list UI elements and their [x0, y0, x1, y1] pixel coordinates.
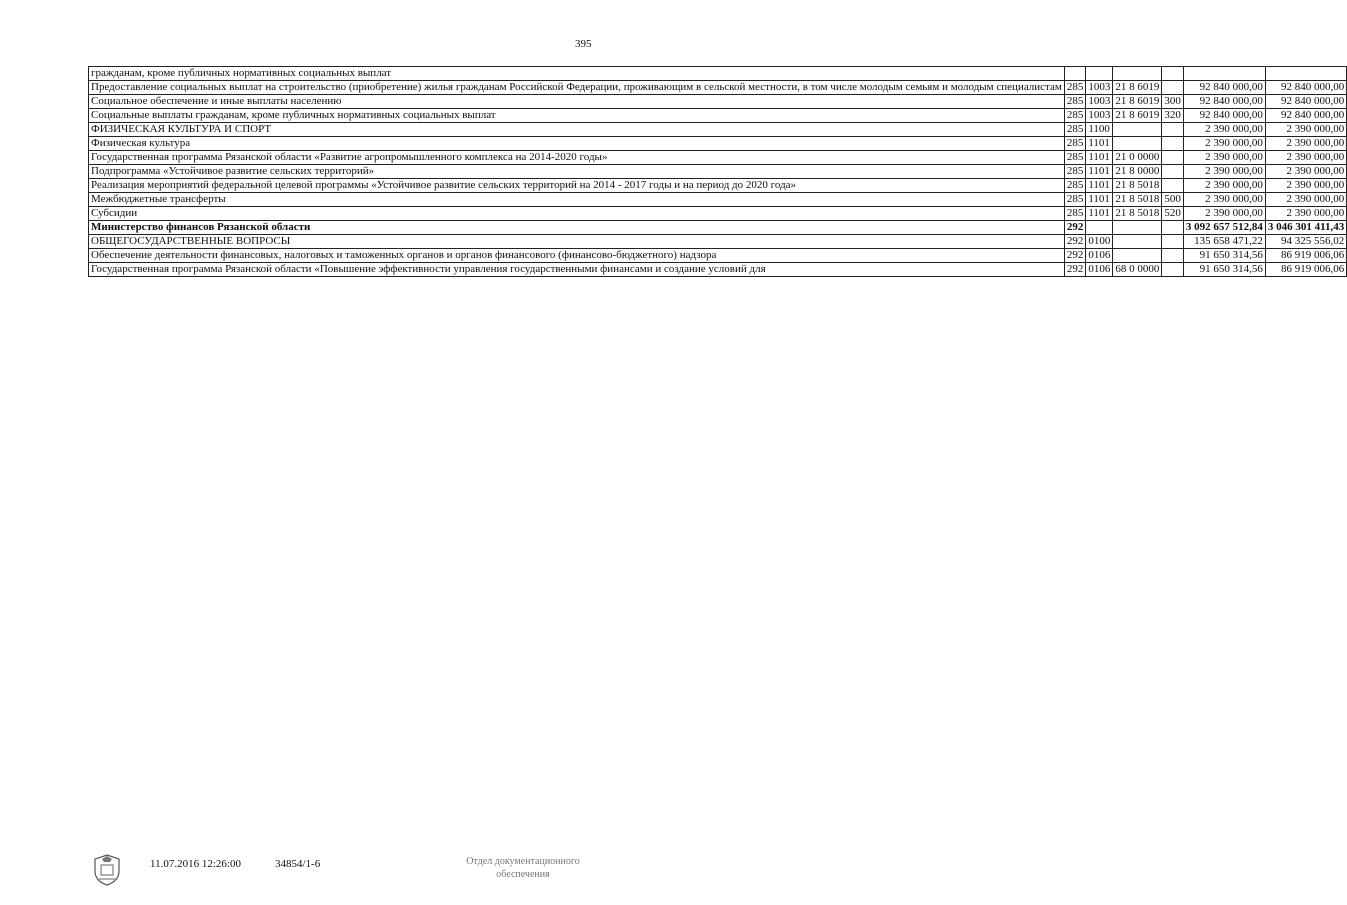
- cell-sum2: 94 325 556,02: [1265, 235, 1346, 249]
- cell-sum2: 2 390 000,00: [1265, 123, 1346, 137]
- cell-ved: 292: [1064, 235, 1086, 249]
- coat-of-arms-icon: [92, 853, 122, 892]
- cell-sum1: 2 390 000,00: [1183, 207, 1265, 221]
- cell-sum1: 2 390 000,00: [1183, 165, 1265, 179]
- cell-vr: 320: [1162, 109, 1184, 123]
- cell-vr: [1162, 137, 1184, 151]
- cell-sum2: 2 390 000,00: [1265, 137, 1346, 151]
- cell-sum1: 135 658 471,22: [1183, 235, 1265, 249]
- cell-ved: 292: [1064, 249, 1086, 263]
- cell-ved: 285: [1064, 137, 1086, 151]
- budget-table-body: [89, 67, 1347, 277]
- cell-cs: [1113, 221, 1162, 235]
- cell-sum2: 86 919 006,06: [1265, 263, 1346, 277]
- cell-ved: 285: [1064, 151, 1086, 165]
- table-row: [89, 235, 1347, 249]
- cell-cs: [1113, 137, 1162, 151]
- cell-sum2: 2 390 000,00: [1265, 165, 1346, 179]
- cell-sum2: 92 840 000,00: [1265, 109, 1346, 123]
- table-row: [89, 193, 1347, 207]
- cell-name: Обеспечение деятельности финансовых, налоговых и таможенных органов и органов финансового (финансово-бюджетного) надзора: [89, 249, 1065, 263]
- cell-cs: [1113, 123, 1162, 137]
- cell-ved: 285: [1064, 179, 1086, 193]
- cell-name: Субсидии: [89, 207, 1065, 221]
- cell-sum1: 2 390 000,00: [1183, 193, 1265, 207]
- cell-sum1: [1183, 67, 1265, 81]
- cell-rz: 1101: [1086, 151, 1113, 165]
- table-row: [89, 221, 1347, 235]
- cell-rz: 1003: [1086, 109, 1113, 123]
- cell-ved: 285: [1064, 81, 1086, 95]
- table-row: [89, 263, 1347, 277]
- cell-rz: [1086, 221, 1113, 235]
- cell-ved: 285: [1064, 123, 1086, 137]
- cell-sum1: 2 390 000,00: [1183, 123, 1265, 137]
- cell-name: Предоставление социальных выплат на строительство (приобретение) жилья гражданам Российской Федерации, проживающим в сельской местности, в том числе молодым семьям и молодым специалистам: [89, 81, 1065, 95]
- cell-sum2: 92 840 000,00: [1265, 95, 1346, 109]
- cell-vr: 520: [1162, 207, 1184, 221]
- cell-sum1: 91 650 314,56: [1183, 249, 1265, 263]
- cell-rz: 1101: [1086, 165, 1113, 179]
- table-row: [89, 123, 1347, 137]
- cell-sum1: 3 092 657 512,84: [1183, 221, 1265, 235]
- cell-rz: 1003: [1086, 95, 1113, 109]
- cell-name: Социальное обеспечение и иные выплаты населению: [89, 95, 1065, 109]
- cell-sum1: 92 840 000,00: [1183, 109, 1265, 123]
- cell-sum1: 2 390 000,00: [1183, 179, 1265, 193]
- cell-sum2: [1265, 67, 1346, 81]
- cell-rz: 0106: [1086, 263, 1113, 277]
- table-row: [89, 207, 1347, 221]
- cell-vr: [1162, 221, 1184, 235]
- footer-datetime: 11.07.2016 12:26:00: [150, 858, 241, 870]
- cell-rz: [1086, 67, 1113, 81]
- cell-sum2: 2 390 000,00: [1265, 151, 1346, 165]
- cell-sum2: 2 390 000,00: [1265, 179, 1346, 193]
- cell-vr: [1162, 81, 1184, 95]
- table-row: [89, 95, 1347, 109]
- cell-vr: [1162, 151, 1184, 165]
- table-row: [89, 109, 1347, 123]
- cell-ved: 285: [1064, 109, 1086, 123]
- cell-name: ОБЩЕГОСУДАРСТВЕННЫЕ ВОПРОСЫ: [89, 235, 1065, 249]
- cell-name: Министерство финансов Рязанской области: [89, 221, 1065, 235]
- cell-name: Физическая культура: [89, 137, 1065, 151]
- cell-sum2: 3 046 301 411,43: [1265, 221, 1346, 235]
- cell-cs: 21 8 6019: [1113, 109, 1162, 123]
- cell-ved: 292: [1064, 263, 1086, 277]
- cell-name: Реализация мероприятий федеральной целевой программы «Устойчивое развитие сельских территорий на 2014 - 2017 годы и на период до 2020 года»: [89, 179, 1065, 193]
- cell-sum1: 91 650 314,56: [1183, 263, 1265, 277]
- cell-rz: 1101: [1086, 137, 1113, 151]
- cell-sum2: 2 390 000,00: [1265, 207, 1346, 221]
- cell-vr: 500: [1162, 193, 1184, 207]
- cell-rz: 1101: [1086, 207, 1113, 221]
- table-row: [89, 179, 1347, 193]
- cell-sum1: 92 840 000,00: [1183, 81, 1265, 95]
- cell-vr: [1162, 235, 1184, 249]
- cell-rz: 0100: [1086, 235, 1113, 249]
- cell-rz: 0106: [1086, 249, 1113, 263]
- cell-vr: [1162, 123, 1184, 137]
- cell-cs: [1113, 67, 1162, 81]
- cell-cs: 21 8 5018: [1113, 207, 1162, 221]
- cell-vr: [1162, 165, 1184, 179]
- cell-ved: [1064, 67, 1086, 81]
- cell-sum2: 2 390 000,00: [1265, 193, 1346, 207]
- table-row: [89, 137, 1347, 151]
- cell-name: ФИЗИЧЕСКАЯ КУЛЬТУРА И СПОРТ: [89, 123, 1065, 137]
- budget-table: [88, 66, 1347, 277]
- cell-cs: 68 0 0000: [1113, 263, 1162, 277]
- cell-rz: 1100: [1086, 123, 1113, 137]
- cell-name: Государственная программа Рязанской области «Повышение эффективности управления государственными финансами и создание условий для: [89, 263, 1065, 277]
- cell-vr: [1162, 249, 1184, 263]
- table-row: [89, 151, 1347, 165]
- cell-name: Государственная программа Рязанской области «Развитие агропромышленного комплекса на 2014-2020 годы»: [89, 151, 1065, 165]
- table-row: [89, 165, 1347, 179]
- page-number: 395: [575, 38, 592, 50]
- footer-stamp: [448, 855, 598, 881]
- cell-sum1: 2 390 000,00: [1183, 137, 1265, 151]
- table-row: [89, 81, 1347, 95]
- cell-cs: 21 8 5018: [1113, 193, 1162, 207]
- cell-cs: [1113, 235, 1162, 249]
- cell-sum1: 92 840 000,00: [1183, 95, 1265, 109]
- cell-vr: 300: [1162, 95, 1184, 109]
- cell-name: Межбюджетные трансферты: [89, 193, 1065, 207]
- table-row: [89, 67, 1347, 81]
- cell-name: Социальные выплаты гражданам, кроме публичных нормативных социальных выплат: [89, 109, 1065, 123]
- cell-vr: [1162, 179, 1184, 193]
- cell-rz: 1003: [1086, 81, 1113, 95]
- cell-ved: 292: [1064, 221, 1086, 235]
- footer-stamp-line2: обеспечения: [496, 869, 550, 880]
- cell-ved: 285: [1064, 193, 1086, 207]
- footer-stamp-line1: Отдел документационного: [466, 856, 580, 867]
- cell-rz: 1101: [1086, 193, 1113, 207]
- cell-cs: 21 8 0000: [1113, 165, 1162, 179]
- cell-sum2: 86 919 006,06: [1265, 249, 1346, 263]
- cell-name: гражданам, кроме публичных нормативных социальных выплат: [89, 67, 1065, 81]
- cell-ved: 285: [1064, 165, 1086, 179]
- cell-ved: 285: [1064, 95, 1086, 109]
- table-row: [89, 249, 1347, 263]
- cell-cs: [1113, 249, 1162, 263]
- cell-cs: 21 8 6019: [1113, 95, 1162, 109]
- footer-doc-id: 34854/1-6: [275, 858, 321, 870]
- cell-ved: 285: [1064, 207, 1086, 221]
- cell-cs: 21 0 0000: [1113, 151, 1162, 165]
- cell-name: Подпрограмма «Устойчивое развитие сельских территорий»: [89, 165, 1065, 179]
- cell-cs: 21 8 5018: [1113, 179, 1162, 193]
- cell-sum1: 2 390 000,00: [1183, 151, 1265, 165]
- cell-cs: 21 8 6019: [1113, 81, 1162, 95]
- cell-vr: [1162, 263, 1184, 277]
- cell-rz: 1101: [1086, 179, 1113, 193]
- cell-sum2: 92 840 000,00: [1265, 81, 1346, 95]
- cell-vr: [1162, 67, 1184, 81]
